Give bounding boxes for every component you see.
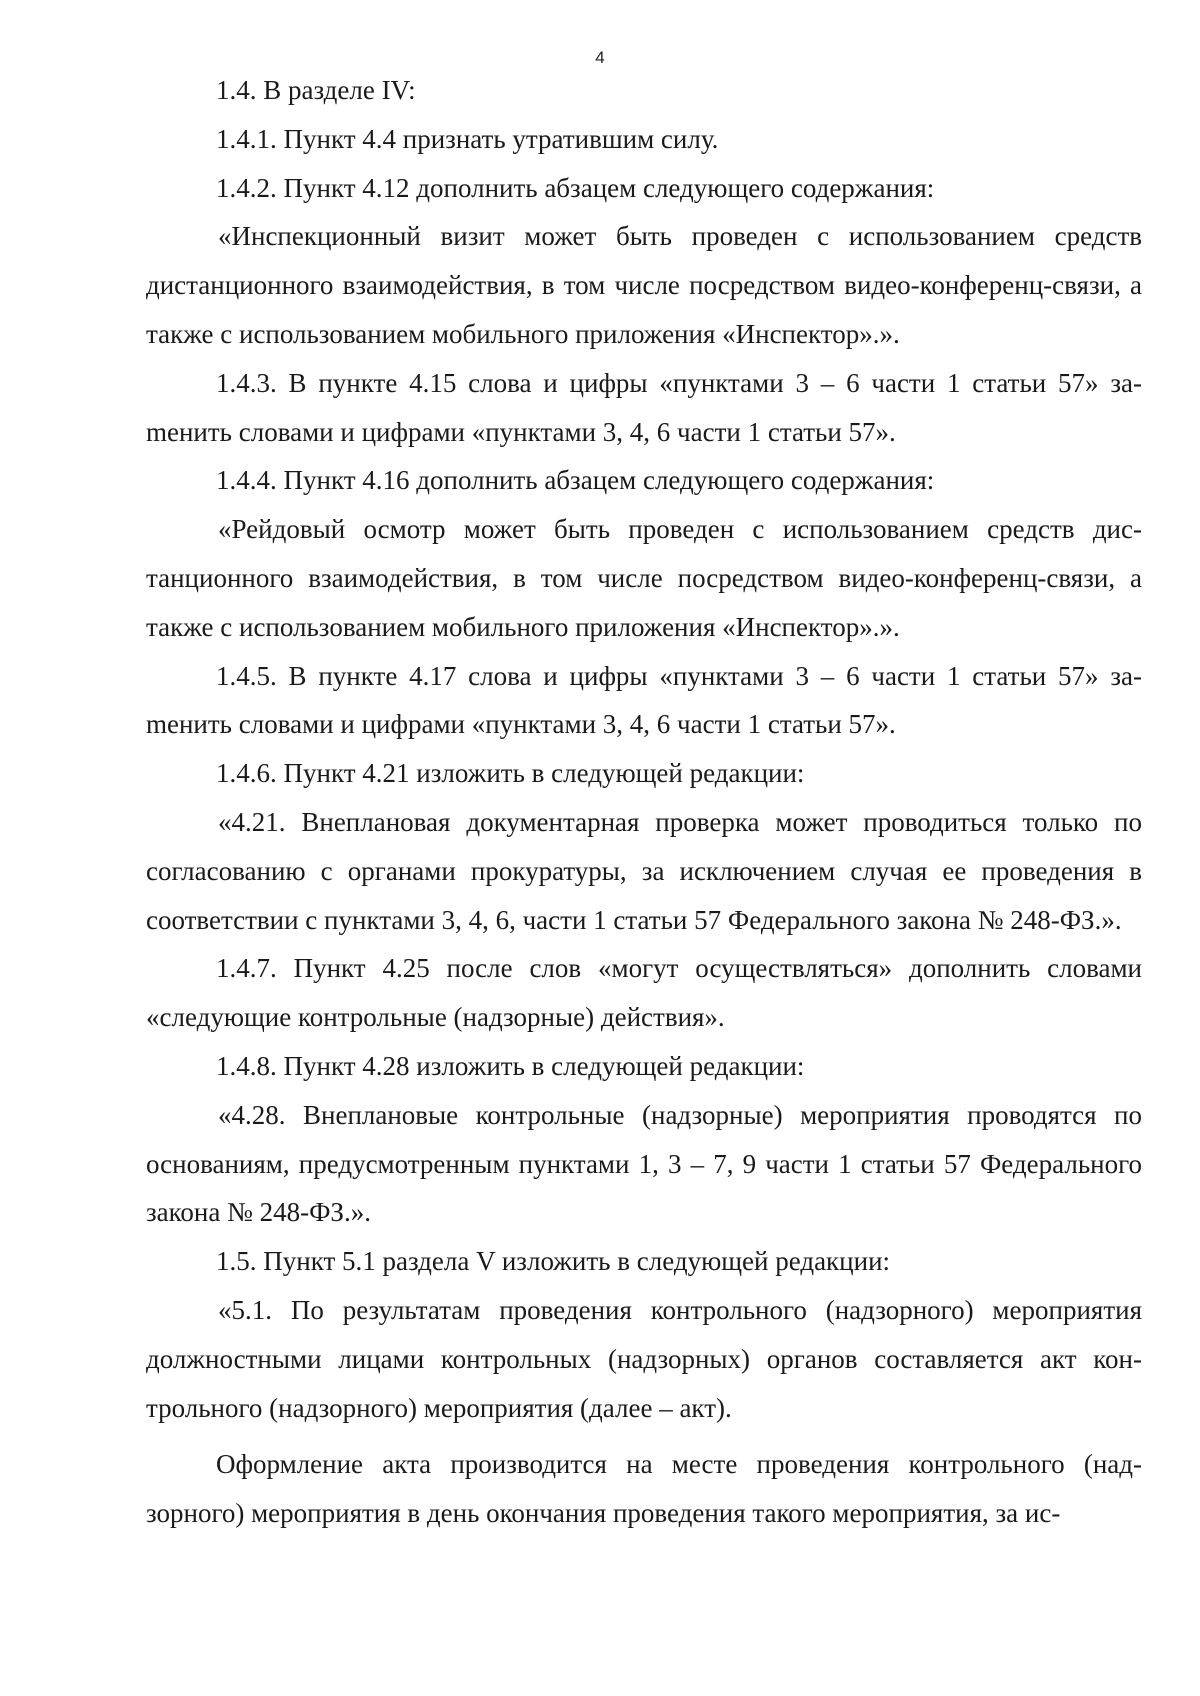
paragraph-1-4-6: 1.4.6. Пункт 4.21 изложить в следующей редакции: <box>216 758 805 789</box>
paragraph-1-4-4: 1.4.4. Пункт 4.16 дополнить абзацем следующего содержания: <box>216 465 935 496</box>
paragraph-1-4-1: 1.4.1. Пункт 4.4 признать утратившим силу. <box>216 123 719 154</box>
quote-5-1: «5.1. По результатам проведения контрольного (надзорного) мероприятия должностными лицами контрольных (надзорных) органов составляется акт контрольного (надзорного) мероприятия (далее – акт). <box>146 1294 1142 1423</box>
paragraph-1-5: 1.5. Пункт 5.1 раздела V изложить в следующей редакции: <box>216 1246 891 1277</box>
paragraph-1-4-2: 1.4.2. Пункт 4.12 дополнить абзацем следующего содержания: <box>216 172 935 203</box>
paragraph-1-4-5: 1.4.5. В пункте 4.17 слова и цифры «пунктами 3 – 6 части 1 статьи 57» заmенить словами и цифрами «пунктами 3, 4, 6 части 1 статьи 57». <box>146 660 1142 740</box>
page-number: 4 <box>595 48 605 67</box>
paragraph-section-1-4: 1.4. В разделе IV: <box>216 75 416 105</box>
quote-4-21: «4.21. Внеплановая документарная проверка может проводиться только по согласованию с органами прокуратуры, за исключением случая ее проведения в соответствии с пунктами 3, 4, 6, части 1 статьи 57 Федерального закона № 248-ФЗ.». <box>146 806 1142 935</box>
quote-raid-inspection: «Рейдовый осмотр может быть проведен с использованием средств дистанционного взаимодействия, в том числе посредством видео-конференц-связи, а также с использованием мобильного приложения «Инспектор».». <box>146 514 1142 642</box>
paragraph-act-formation: Оформление акта производится на месте проведения контрольного (надзорного) мероприятия в день окончания проведения такого мероприятия, за ис- <box>146 1449 1142 1529</box>
paragraph-1-4-7: 1.4.7. Пункт 4.25 после слов «могут осуществляться» дополнить словами «следующие контрольные (надзорные) действия». <box>146 953 1142 1033</box>
paragraph-1-4-3: 1.4.3. В пункте 4.15 слова и цифры «пунктами 3 – 6 части 1 статьи 57» заmенить словами и цифрами «пунктами 3, 4, 6 части 1 статьи 57». <box>146 367 1142 447</box>
quote-inspection-visit: «Инспекционный визит может быть проведен с использованием средств дистанционного взаимодействия, в том числе посредством видео-конференц-связи, а также с использованием мобильного приложения «Инспектор».». <box>146 221 1142 349</box>
document-body <box>146 66 1142 1538</box>
quote-4-28: «4.28. Внеплановые контрольные (надзорные) мероприятия проводятся по основаниям, предусмотренным пунктами 1, 3 – 7, 9 части 1 статьи 57 Федерального закона № 248-ФЗ.». <box>146 1099 1142 1228</box>
paragraph-1-4-8: 1.4.8. Пункт 4.28 изложить в следующей редакции: <box>216 1050 805 1081</box>
